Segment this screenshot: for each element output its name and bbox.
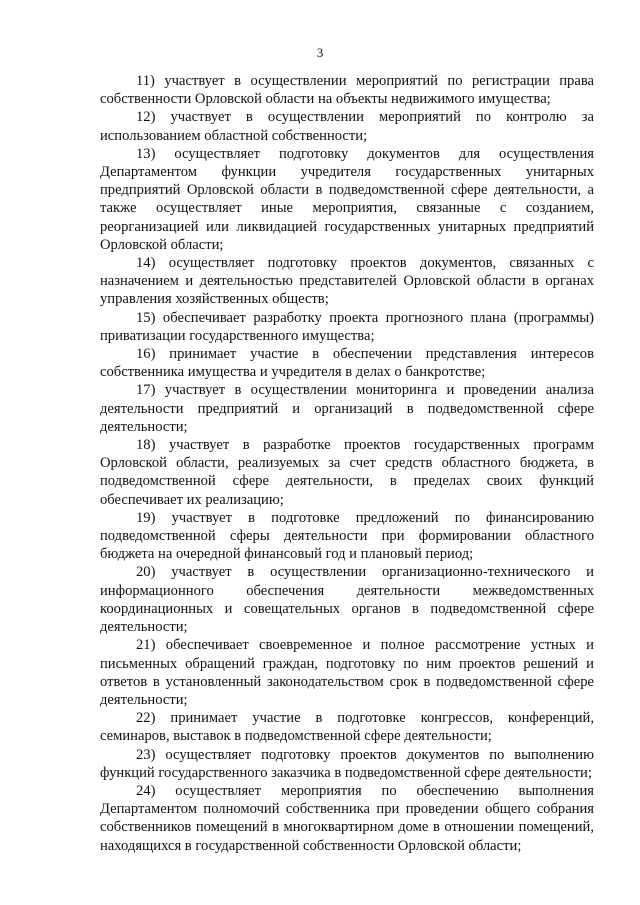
paragraph-item-23: 23) осуществляет подготовку проектов документов по выполнению функций государственного заказчика в подведомственной сфере деятельности;: [100, 746, 594, 781]
paragraph-item-16: 16) принимает участие в обеспечении представления интересов собственника имущества и учредителя в делах о банкротстве;: [100, 346, 594, 381]
paragraph-item-22: 22) принимает участие в подготовке конгрессов, конференций, семинаров, выставок в подведомственной сфере деятельности;: [100, 710, 594, 745]
paragraph-item-13: 13) осуществляет подготовку документов для осуществления Департаментом функции учредителя государственных унитарных предприятий Орловской области в подведомственной сфере деятельности, а также осуществляет иные мероприятия, связанные с созданием, реорганизацией или ликвидацией государственных унитарных предприятий Орловской области;: [100, 145, 594, 253]
paragraph-item-19: 19) участвует в подготовке предложений по финансированию подведомственной сферы деятельности при формировании областного бюджета на очередной финансовый год и плановый период;: [100, 509, 594, 563]
page-number: 3: [316, 45, 324, 60]
document-body: [100, 72, 594, 855]
paragraph-item-15: 15) обеспечивает разработку проекта прогнозного плана (программы) приватизации государственного имущества;: [100, 309, 594, 344]
paragraph-item-14: 14) осуществляет подготовку проектов документов, связанных с назначением и деятельностью представителей Орловской области в органах управления хозяйственных обществ;: [100, 255, 594, 308]
paragraph-item-17: 17) участвует в осуществлении мониторинга и проведении анализа деятельности предприятий и организаций в подведомственной сфере деятельности;: [100, 382, 594, 435]
paragraph-item-12: 12) участвует в осуществлении мероприятий по контролю за использованием областной собственности;: [100, 109, 594, 144]
paragraph-item-21: 21) обеспечивает своевременное и полное рассмотрение устных и письменных обращений граждан, подготовку по ним проектов решений и ответов в установленный законодательством срок в подведомственной сфере деятельности;: [100, 637, 594, 708]
paragraph-item-11: 11) участвует в осуществлении мероприятий по регистрации права собственности Орловской области на объекты недвижимого имущества;: [100, 73, 594, 108]
paragraph-item-18: 18) участвует в разработке проектов государственных программ Орловской области, реализуемых за счет средств областного бюджета, в подведомственной сфере деятельности, в пределах своих функций обеспечивает их реализацию;: [100, 437, 594, 508]
paragraph-item-24: 24) осуществляет мероприятия по обеспечению выполнения Департаментом полномочий собственника при проведении общего собрания собственников помещений в многоквартирном доме в отношении помещений, находящихся в государственной собственности Орловской области;: [100, 782, 594, 854]
paragraph-item-20: 20) участвует в осуществлении организационно-технического и информационного обеспечения деятельности межведомственных координационных и совещательных органов в подведомственной сфере деятельности;: [100, 564, 594, 636]
